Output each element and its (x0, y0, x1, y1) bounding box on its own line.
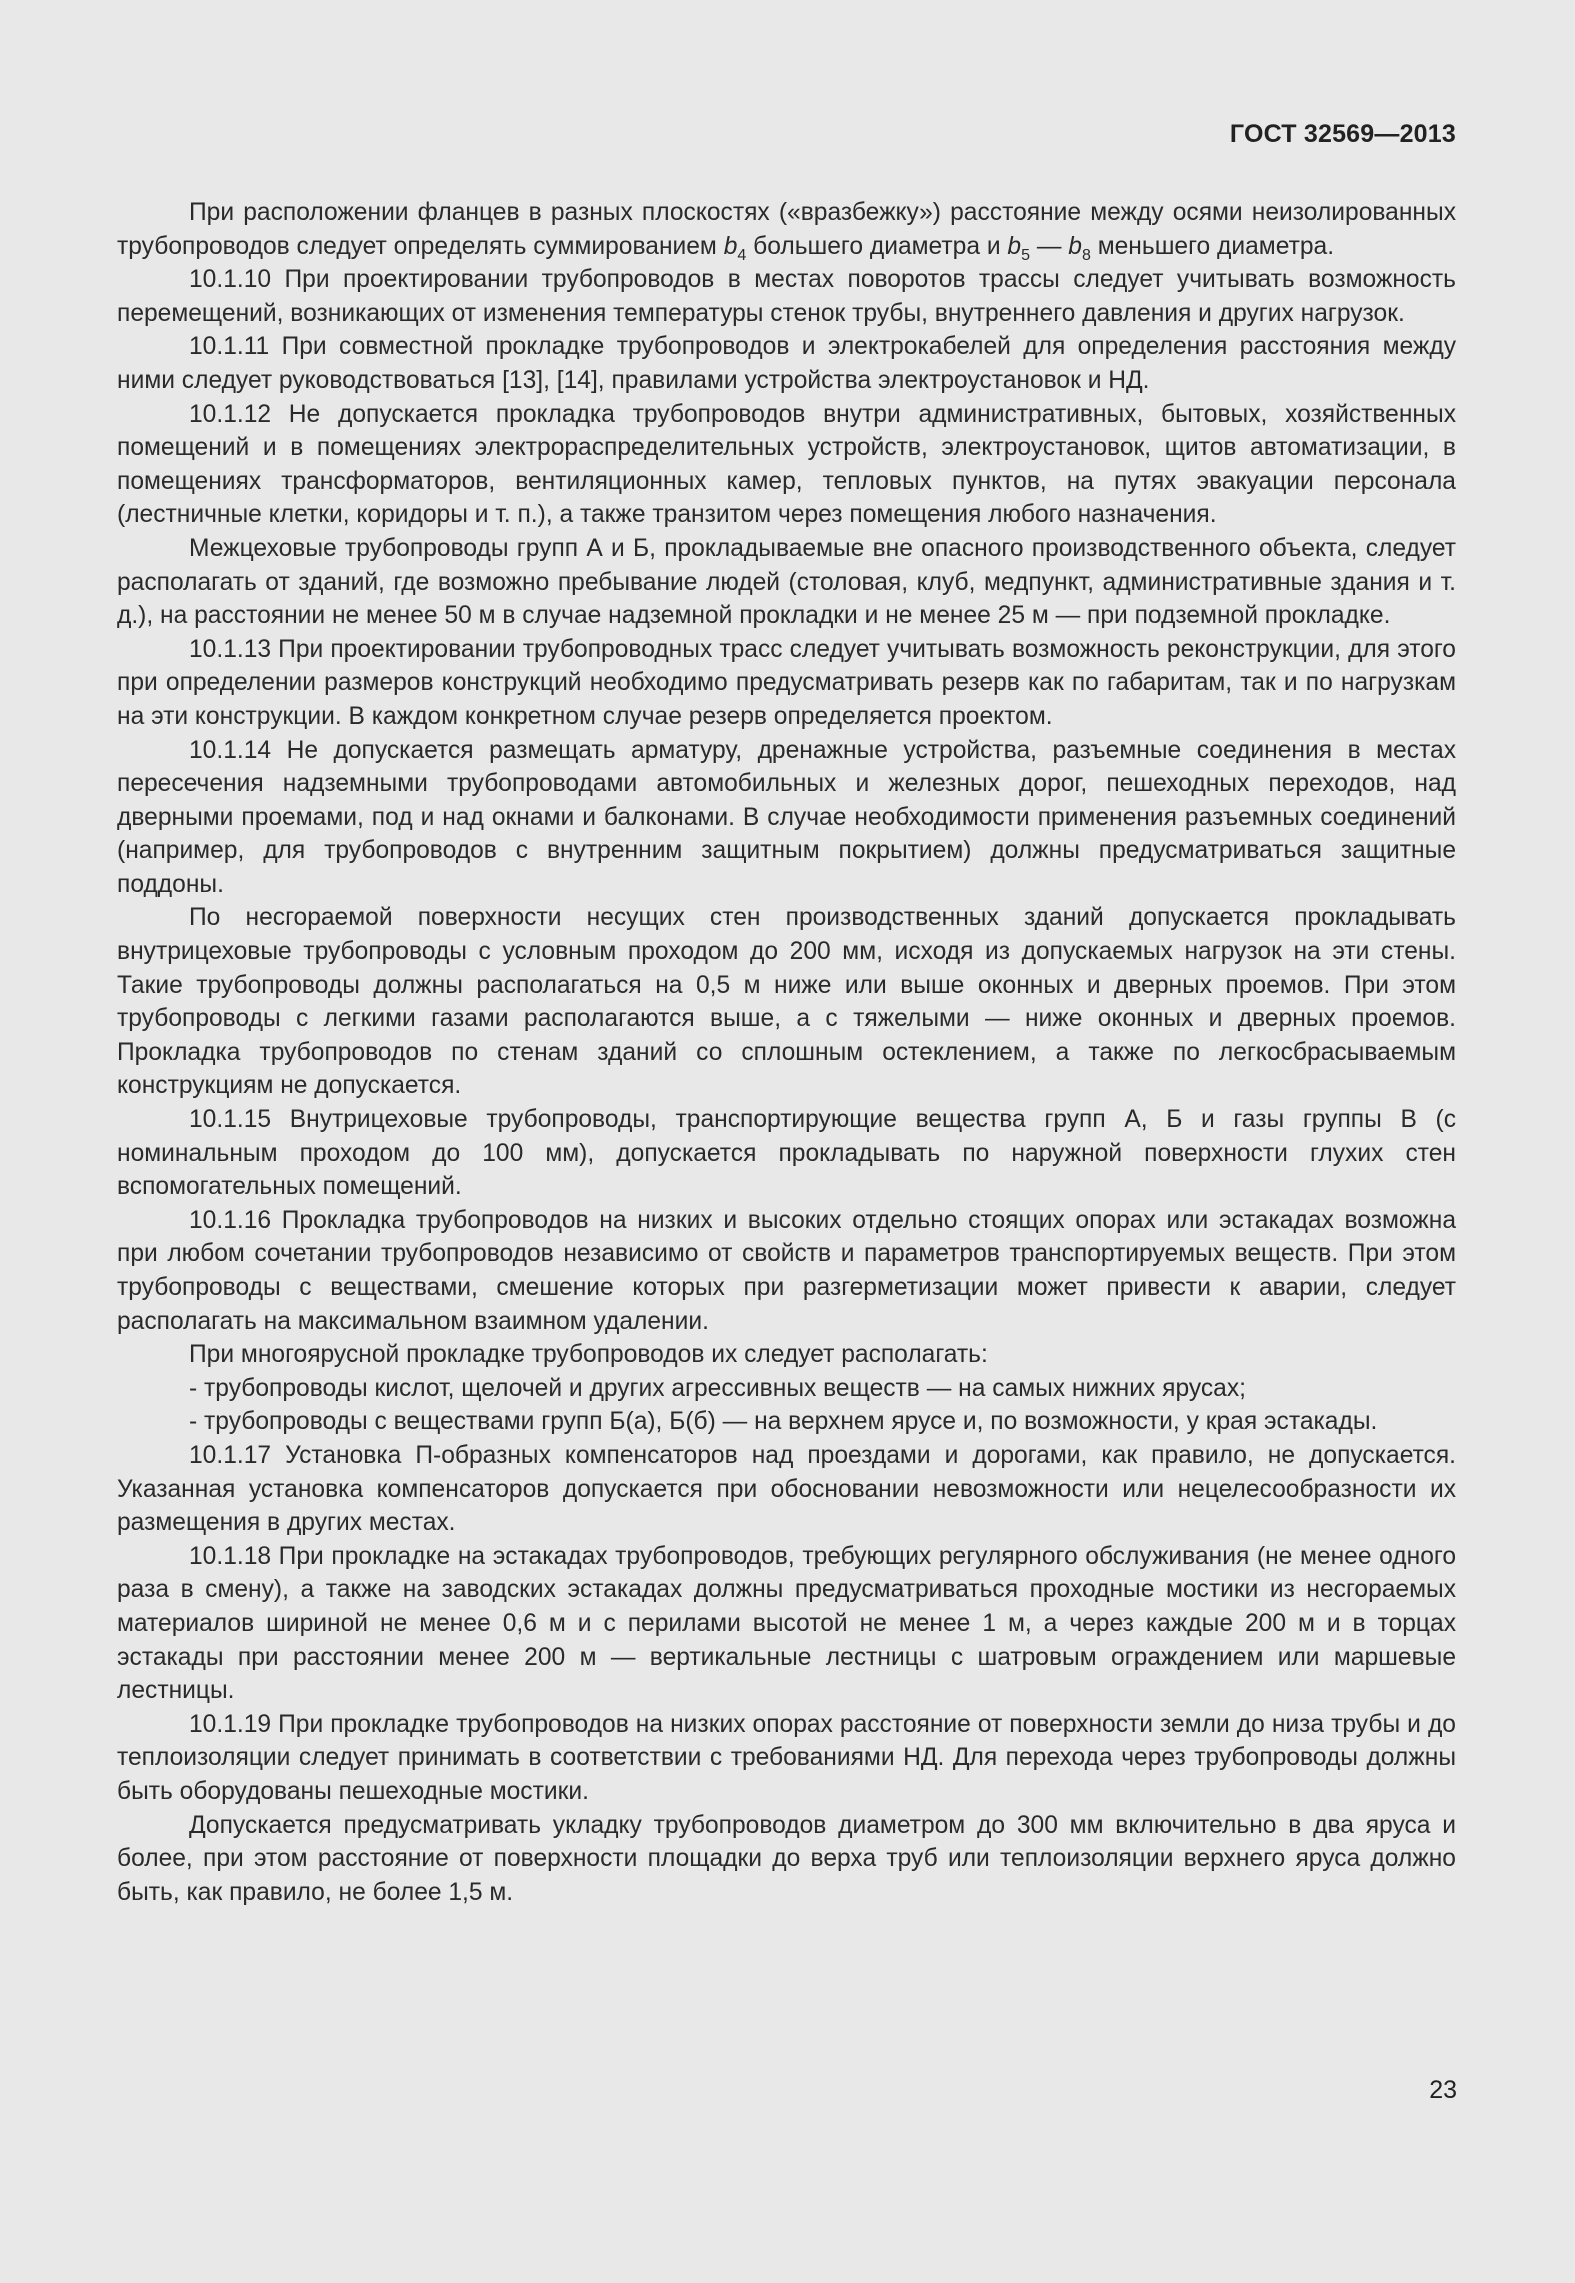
paragraph-text: большего диаметра и (746, 232, 1008, 260)
paragraph-text: меньшего диаметра. (1090, 232, 1335, 260)
paragraph-wall-laying: По несгораемой поверхности несущих стен производственных зданий допускается прокладывать внутрицеховые трубопроводы с условным проходом до 200 мм, исходя из допускаемых нагрузок на эти стены. Такие трубопроводы должны располагаться на 0,5 м ниже или выше оконных и дверных проемов. При этом трубопроводы с легкими газами располагаются выше, а с тяжелыми — ниже оконных и дверных проемов. Прокладка трубопроводов по стенам зданий со сплошным остеклением, а также по легкосбрасываемым конструкциям не допускается. (117, 904, 1456, 1100)
paragraph-10-1-13: 10.1.13 При проектировании трубопроводных трасс следует учитывать возможность реконструкции, для этого при определении размеров конструкций необходимо предусматривать резерв как по габаритам, так и по нагрузкам на эти конструкции. В каждом конкретном случае резерв определяется проектом. (117, 635, 1456, 730)
paragraph-text: При расположении фланцев в разных плоскостях («вразбежку») расстояние между осями неизолированных трубопроводов следует определять суммированием (117, 199, 1456, 260)
paragraph-text: — (1030, 232, 1069, 260)
paragraph-10-1-18: 10.1.18 При прокладке на эстакадах трубопроводов, требующих регулярного обслуживания (не менее одного раза в смену), а также на заводских эстакадах должны предусматриваться проходные мостики из несгораемых материалов шириной не менее 0,6 м и с перилами высотой не менее 1 м, а через каждые 200 м и в торцах эстакады при расстоянии менее 200 м — вертикальные лестницы с шатровым ограждением или маршевые лестницы. (117, 1542, 1456, 1705)
variable-b: b (723, 232, 738, 260)
paragraph-10-1-19: 10.1.19 При прокладке трубопроводов на низких опорах расстояние от поверхности земли до низа трубы и до теплоизоляции следует принимать в соответствии с требованиями НД. Для перехода через трубопроводы должны быть оборудованы пешеходные мостики. (117, 1710, 1456, 1805)
list-item-upper-tier: - трубопроводы с веществами групп Б(а), Б(б) — на верхнем ярусе и, по возможности, у края эстакады. (189, 1408, 1378, 1436)
variable-b: b (1007, 232, 1022, 260)
subscript: 4 (737, 246, 747, 264)
paragraph-flange-offset (117, 196, 1456, 263)
standard-code-header: ГОСТ 32569—2013 (1229, 120, 1456, 148)
paragraph-10-1-16: 10.1.16 Прокладка трубопроводов на низких и высоких отдельно стоящих опорах или эстакадах возможна при любом сочетании трубопроводов независимо от свойств и параметров транспортируемых веществ. При этом трубопроводы с веществами, смешение которых при разгерметизации может привести к аварии, следует располагать на максимальном взаимном удалении. (117, 1206, 1456, 1335)
paragraph-10-1-15: 10.1.15 Внутрицеховые трубопроводы, транспортирующие вещества групп А, Б и газы группы В (с номинальным проходом до 100 мм), допускается прокладывать по наружной поверхности глухих стен вспомогательных помещений. (117, 1106, 1456, 1201)
paragraph-10-1-11: 10.1.11 При совместной прокладке трубопроводов и электрокабелей для определения расстояния между ними следует руководствоваться [13], [14], правилами устройства электроустановок и НД. (117, 333, 1456, 394)
paragraph-10-1-14: 10.1.14 Не допускается размещать арматуру, дренажные устройства, разъемные соединения в местах пересечения надземными трубопроводами автомобильных и железных дорог, пешеходных переходов, над дверными проемами, под и над окнами и балконами. В случае необходимости применения разъемных соединений (например, для трубопроводов с внутренним защитным покрытием) должны предусматриваться защитные поддоны. (117, 736, 1456, 898)
paragraph-10-1-17: 10.1.17 Установка П-образных компенсаторов над проездами и дорогами, как правило, не допускается. Указанная установка компенсаторов допускается при обосновании невозможности или нецелесообразности их размещения в других местах. (117, 1441, 1456, 1537)
subscript: 5 (1021, 246, 1031, 264)
subscript: 8 (1081, 246, 1091, 264)
paragraph-intershop-pipelines: Межцеховые трубопроводы групп А и Б, прокладываемые вне опасного производственного объекта, следует располагать от зданий, где возможно пребывание людей (столовая, клуб, медпункт, административные здания и т. д.), на расстоянии не менее 50 м в случае надземной прокладки и не менее 25 м — при подземной прокладке. (117, 534, 1456, 630)
paragraph-10-1-12: 10.1.12 Не допускается прокладка трубопроводов внутри административных, бытовых, хозяйственных помещений и в помещениях электрораспределительных устройств, электроустановок, щитов автоматизации, в помещениях трансформаторов, вентиляционных камер, тепловых пунктов, на путях эвакуации персонала (лестничные клетки, коридоры и т. п.), а также транзитом через помещения любого назначения. (117, 400, 1456, 529)
page-number: 23 (1429, 2076, 1457, 2104)
paragraph-two-tier-laying: Допускается предусматривать укладку трубопроводов диаметром до 300 мм включительно в два яруса и более, при этом расстояние от поверхности площадки до верха труб или теплоизоляции верхнего яруса должно быть, как правило, не более 1,5 м. (117, 1811, 1456, 1906)
paragraph-multitier-intro: При многоярусной прокладке трубопроводов их следует располагать: (189, 1341, 988, 1369)
paragraph-10-1-10: 10.1.10 При проектировании трубопроводов в местах поворотов трассы следует учитывать возможность перемещений, возникающих от изменения температуры стенок трубы, внутреннего давления и других нагрузок. (117, 266, 1456, 327)
list-item-lower-tiers: - трубопроводы кислот, щелочей и других агрессивных веществ — на самых нижних ярусах; (189, 1374, 1246, 1402)
document-body (117, 196, 1456, 1909)
variable-b: b (1068, 232, 1082, 260)
